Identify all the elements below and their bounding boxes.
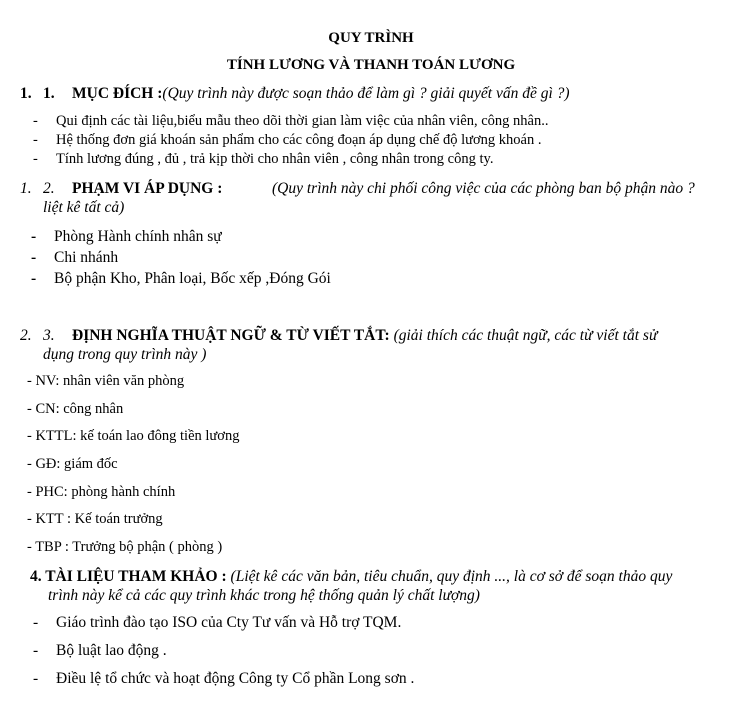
section3-item: - PHC: phòng hành chính xyxy=(27,484,176,500)
section2-subnumber: 2. xyxy=(43,180,55,197)
section1-item: Qui định các tài liệu,biểu mẫu theo dõi thời gian làm việc của nhân viên, công nhân.. xyxy=(56,113,549,129)
section3-number: 2. xyxy=(20,327,32,344)
section3-item: - NV: nhân viên văn phòng xyxy=(27,373,185,389)
section1-item: Tính lương đúng , đủ , trả kịp thời cho nhân viên , công nhân trong công ty. xyxy=(56,151,494,167)
section2-dash: - xyxy=(31,228,37,245)
section4-dash: - xyxy=(33,614,39,631)
section1-dash: - xyxy=(33,113,38,129)
section3-item: - KTT : Kế toán trưởng xyxy=(27,511,163,527)
section3-item: - TBP : Trưởng bộ phận ( phòng ) xyxy=(27,539,223,555)
section1-subnumber: 1. xyxy=(43,85,55,102)
section1-heading: MỤC ĐÍCH : xyxy=(72,85,163,102)
section2-dash: - xyxy=(31,249,37,266)
section4-note-cont: trình này kể cả các quy trình khác trong hệ thống quản lý chất lượng) xyxy=(48,587,480,604)
section2-item: Chi nhánh xyxy=(54,249,119,266)
section3-item: - KTTL: kế toán lao đông tiền lương xyxy=(27,428,240,444)
section3-heading: ĐỊNH NGHĨA THUẬT NGỮ & TỪ VIẾT TẮT: xyxy=(72,327,390,344)
section1-number: 1. xyxy=(20,85,32,102)
section1-dash: - xyxy=(33,132,38,148)
section4-dash: - xyxy=(33,642,39,659)
section3-item: - GĐ: giám đốc xyxy=(27,456,118,472)
section1-note: (Quy trình này được soạn thảo để làm gì ? giải quyết vấn đề gì ?) xyxy=(162,85,570,102)
section4-heading-line xyxy=(30,568,672,586)
section2-number: 1. xyxy=(20,180,32,197)
document-subtitle: TÍNH LƯƠNG VÀ THANH TOÁN LƯƠNG xyxy=(226,57,516,73)
section2-item: Phòng Hành chính nhân sự xyxy=(54,228,222,245)
section4-dash: - xyxy=(33,670,39,687)
section4-item: Giáo trình đào tạo ISO của Cty Tư vấn và Hỗ trợ TQM. xyxy=(56,614,402,631)
section1-heading-line xyxy=(72,85,570,103)
section2-heading: PHẠM VI ÁP DỤNG : xyxy=(72,180,223,197)
section3-note: (giải thích các thuật ngữ, các từ viết tắt sử xyxy=(393,327,658,344)
section1-item: Hệ thống đơn giá khoán sản phẩm cho các công đoạn áp dụng chế độ lương khoán . xyxy=(56,132,542,148)
section3-item: - CN: công nhân xyxy=(27,401,124,417)
section2-dash: - xyxy=(31,270,37,287)
section2-note-cont: liệt kê tất cả) xyxy=(43,199,125,216)
section4-item: Bộ luật lao động . xyxy=(56,642,167,659)
section2-item: Bộ phận Kho, Phân loại, Bốc xếp ,Đóng Gói xyxy=(54,270,331,287)
section3-heading-line xyxy=(72,327,657,345)
section1-dash: - xyxy=(33,151,38,167)
section4-note: (Liệt kê các văn bản, tiêu chuẩn, quy định ..., là cơ sở để soạn thảo quy xyxy=(230,568,673,585)
section2-note: (Quy trình này chi phối công việc của các phòng ban bộ phận nào ? xyxy=(272,180,695,197)
document-title: QUY TRÌNH xyxy=(328,30,414,46)
section3-subnumber: 3. xyxy=(43,327,55,344)
section4-item: Điều lệ tổ chức và hoạt động Công ty Cổ phần Long sơn . xyxy=(56,670,415,687)
section3-note-cont: dụng trong quy trình này ) xyxy=(43,346,207,363)
section4-heading: 4. TÀI LIỆU THAM KHẢO : xyxy=(30,568,227,585)
